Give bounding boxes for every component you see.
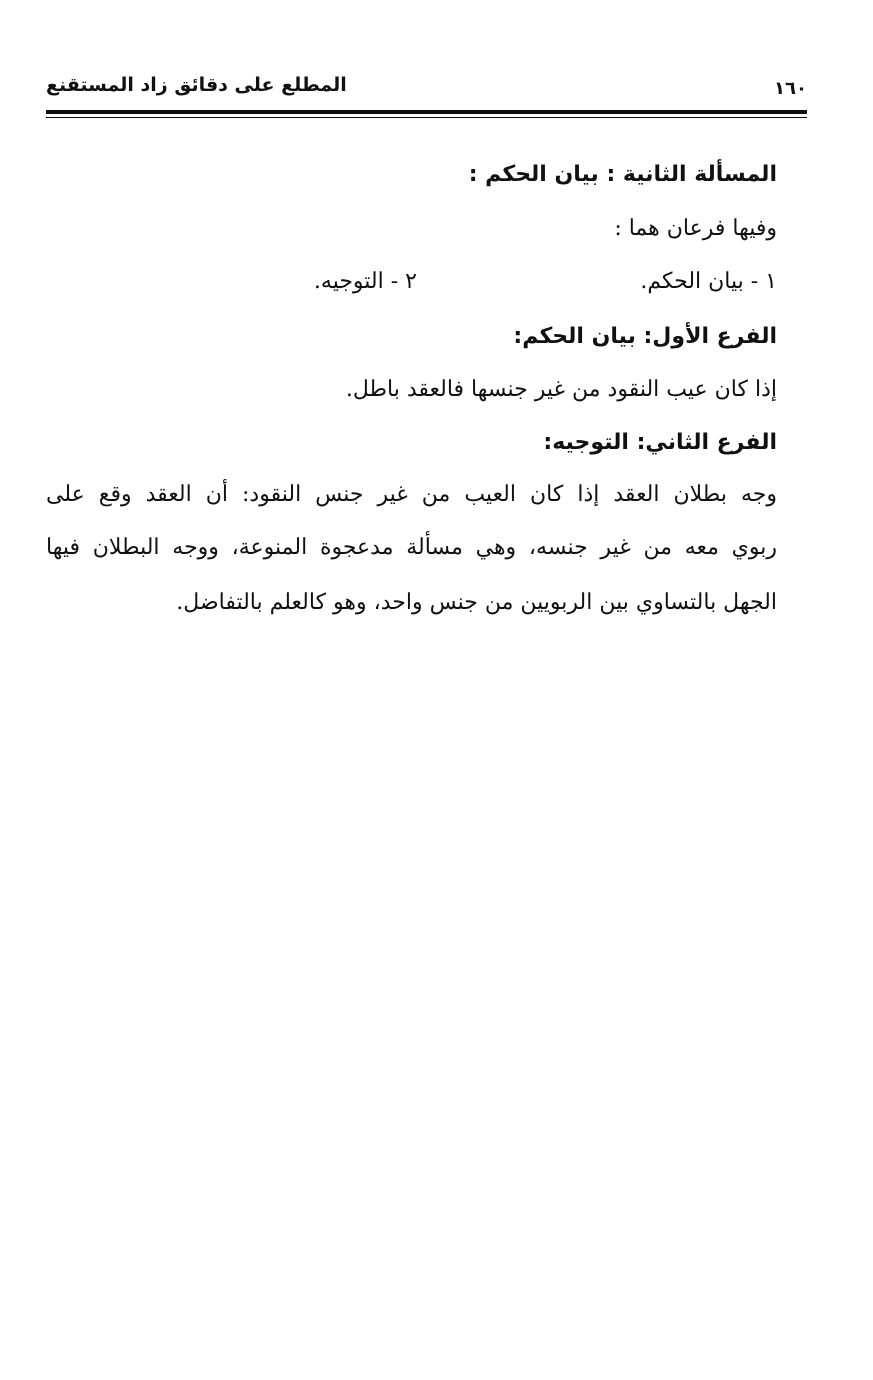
first-branch-text: إذا كان عيب النقود من غير جنسها فالعقد باطل. <box>345 377 777 402</box>
section-heading: المسألة الثانية : بيان الحكم : <box>468 162 777 187</box>
page-header <box>46 70 807 104</box>
branch-item: ١ - بيان الحكم. <box>640 269 777 294</box>
paragraph-line: الجهل بالتساوي بين الربويين من جنس واحد، وهو كالعلم بالتفاضل. <box>176 590 777 615</box>
second-branch-heading: الفرع الثاني: التوجيه: <box>543 430 777 455</box>
first-branch-heading: الفرع الأول: بيان الحكم: <box>513 324 777 349</box>
intro-text: وفيها فرعان هما : <box>614 216 777 241</box>
header-rule-thick <box>46 110 807 114</box>
header-rule-thin <box>46 117 807 118</box>
page-number: ١٦٠ <box>774 78 807 99</box>
paragraph-line: وجه بطلان العقد إذا كان العيب من غير جنس النقود: أن العقد وقع على <box>46 482 777 507</box>
book-title: المطلع على دقائق زاد المستقنع <box>46 74 347 96</box>
paragraph-line: ربوي معه من غير جنسه، وهي مسألة مدعجوة المنوعة، ووجه البطلان فيها <box>46 535 777 560</box>
branch-item: ٢ - التوجيه. <box>313 269 417 294</box>
